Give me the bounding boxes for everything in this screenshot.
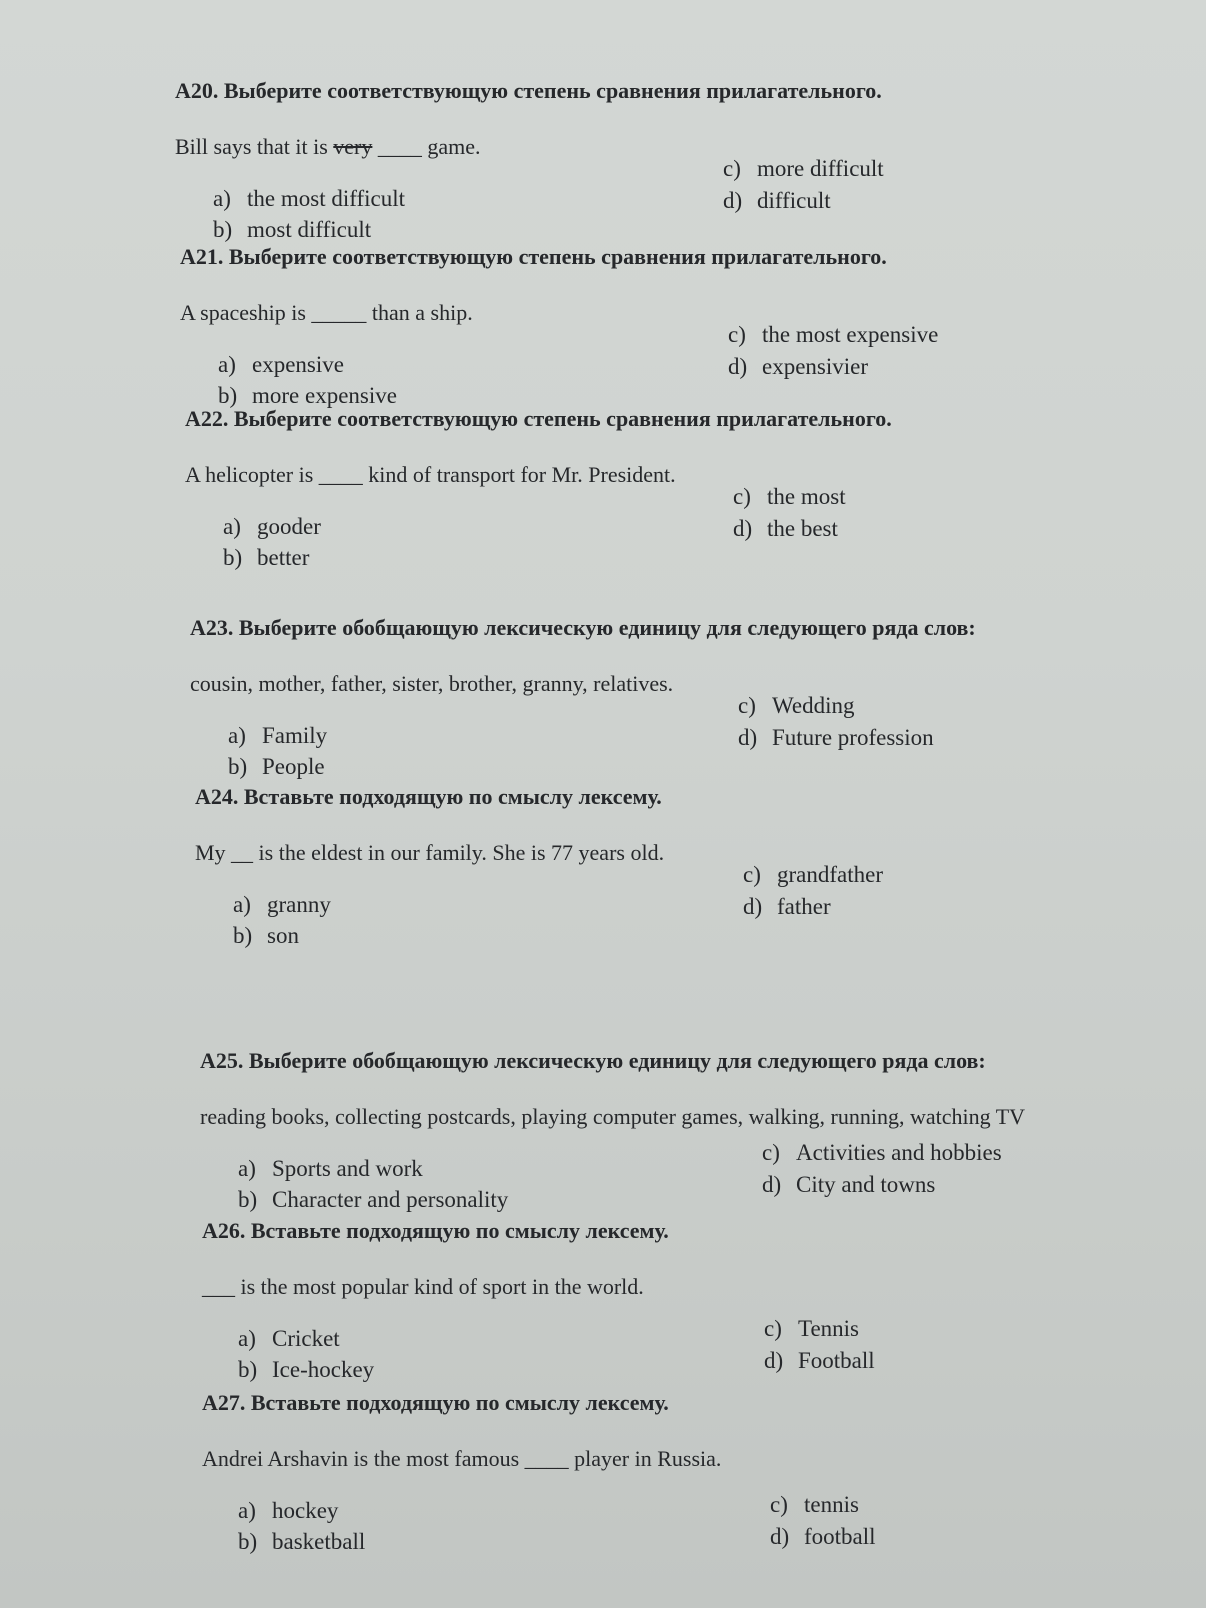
option-text: Wedding bbox=[772, 693, 855, 718]
option-text: football bbox=[804, 1524, 876, 1549]
option-text: Character and personality bbox=[272, 1187, 509, 1212]
option-text: People bbox=[262, 754, 325, 779]
option-letter: b) bbox=[223, 545, 243, 570]
option-text: more difficult bbox=[757, 156, 884, 181]
question-stem: My __ is the eldest in our family. She is 77 years old. bbox=[195, 840, 665, 865]
question-heading: A26. Вставьте подходящую по смыслу лексему. bbox=[202, 1218, 669, 1243]
question-stem: cousin, mother, father, sister, brother, granny, relatives. bbox=[190, 671, 674, 696]
option-d bbox=[728, 354, 868, 380]
option-text: Football bbox=[798, 1348, 875, 1373]
option-c bbox=[743, 862, 883, 888]
option-text: Cricket bbox=[272, 1326, 340, 1351]
option-text: Tennis bbox=[798, 1316, 859, 1341]
option-letter: c) bbox=[723, 156, 741, 181]
question-a20 bbox=[175, 78, 1175, 242]
option-text: Activities and hobbies bbox=[796, 1140, 1002, 1165]
option-text: Ice-hockey bbox=[272, 1357, 375, 1382]
option-d bbox=[770, 1524, 876, 1550]
option-text: son bbox=[267, 923, 299, 948]
answer-options bbox=[190, 693, 1190, 779]
option-c bbox=[738, 693, 854, 719]
option-letter: d) bbox=[733, 516, 753, 541]
option-a bbox=[218, 352, 344, 378]
option-text: the most expensive bbox=[762, 322, 939, 347]
question-stem: A spaceship is _____ than a ship. bbox=[180, 300, 473, 325]
question-heading: A25. Выберите обобщающую лексическую единицу для следующего ряда слов: bbox=[200, 1048, 986, 1073]
option-b bbox=[228, 754, 325, 780]
answer-options bbox=[202, 1312, 1202, 1382]
option-c bbox=[762, 1140, 1002, 1166]
question-a25 bbox=[200, 1048, 1200, 1212]
option-c bbox=[770, 1492, 859, 1518]
option-text: basketball bbox=[272, 1529, 366, 1554]
option-b bbox=[238, 1529, 365, 1555]
option-text: hockey bbox=[272, 1498, 339, 1523]
option-letter: d) bbox=[762, 1172, 782, 1197]
option-b bbox=[233, 923, 299, 949]
answer-options bbox=[200, 1140, 1200, 1212]
option-letter: d) bbox=[743, 894, 763, 919]
question-heading: A24. Вставьте подходящую по смыслу лексему. bbox=[195, 784, 662, 809]
option-text: grandfather bbox=[777, 862, 883, 887]
option-letter: d) bbox=[723, 188, 743, 213]
option-text: difficult bbox=[757, 188, 831, 213]
option-d bbox=[723, 188, 831, 214]
option-letter: a) bbox=[218, 352, 236, 377]
option-text: Future profession bbox=[772, 725, 934, 750]
option-text: better bbox=[257, 545, 310, 570]
option-text: expensive bbox=[252, 352, 344, 377]
option-a bbox=[238, 1156, 423, 1182]
option-letter: c) bbox=[770, 1492, 788, 1517]
option-letter: a) bbox=[228, 723, 246, 748]
option-d bbox=[738, 725, 934, 751]
option-text: City and towns bbox=[796, 1172, 936, 1197]
option-text: granny bbox=[267, 892, 331, 917]
option-letter: a) bbox=[233, 892, 251, 917]
option-letter: b) bbox=[233, 923, 253, 948]
question-heading: A27. Вставьте подходящую по смыслу лексему. bbox=[202, 1390, 669, 1415]
option-letter: a) bbox=[213, 186, 231, 211]
option-text: expensivier bbox=[762, 354, 869, 379]
answer-options bbox=[175, 156, 1175, 242]
option-text: tennis bbox=[804, 1492, 859, 1517]
option-letter: b) bbox=[213, 217, 233, 242]
answer-options bbox=[202, 1484, 1202, 1554]
option-letter: c) bbox=[733, 484, 751, 509]
question-a22 bbox=[185, 406, 1185, 570]
option-letter: d) bbox=[728, 354, 748, 379]
option-b bbox=[213, 217, 371, 243]
question-heading: A22. Выберите соответствующую степень сравнения прилагательного. bbox=[185, 406, 892, 431]
option-a bbox=[238, 1498, 338, 1524]
option-a bbox=[238, 1326, 340, 1352]
question-a24 bbox=[195, 784, 1195, 948]
stem-text: ____ game. bbox=[372, 134, 481, 159]
option-d bbox=[743, 894, 831, 920]
option-text: Sports and work bbox=[272, 1156, 423, 1181]
option-letter: b) bbox=[238, 1187, 258, 1212]
option-c bbox=[764, 1316, 859, 1342]
option-d bbox=[733, 516, 838, 542]
question-stem: Andrei Arshavin is the most famous ____ player in Russia. bbox=[202, 1446, 722, 1471]
option-text: the most bbox=[767, 484, 846, 509]
option-text: the most difficult bbox=[247, 186, 406, 211]
option-d bbox=[764, 1348, 875, 1374]
option-letter: b) bbox=[238, 1357, 258, 1382]
question-a23 bbox=[190, 615, 1190, 779]
stem-text: Bill says that it is bbox=[175, 134, 334, 159]
question-heading: A21. Выберите соответствующую степень сравнения прилагательного. bbox=[180, 244, 887, 269]
option-a bbox=[223, 514, 321, 540]
question-stem: reading books, collecting postcards, playing computer games, walking, running, watching TV bbox=[200, 1104, 1026, 1129]
question-stem bbox=[175, 134, 1175, 160]
option-text: the best bbox=[767, 516, 838, 541]
option-c bbox=[728, 322, 938, 348]
option-text: Family bbox=[262, 723, 328, 748]
struck-word: very bbox=[333, 134, 373, 159]
option-text: gooder bbox=[257, 514, 321, 539]
option-letter: c) bbox=[728, 322, 746, 347]
option-letter: d) bbox=[764, 1348, 784, 1373]
question-a26 bbox=[202, 1218, 1202, 1382]
question-a27 bbox=[202, 1390, 1202, 1554]
option-letter: a) bbox=[223, 514, 241, 539]
option-letter: a) bbox=[238, 1156, 256, 1181]
option-letter: d) bbox=[770, 1524, 790, 1549]
option-a bbox=[213, 186, 405, 212]
option-d bbox=[762, 1172, 935, 1198]
question-a21 bbox=[180, 244, 1180, 408]
option-a bbox=[233, 892, 331, 918]
option-b bbox=[238, 1357, 374, 1383]
option-c bbox=[733, 484, 846, 510]
option-letter: b) bbox=[228, 754, 248, 779]
option-letter: c) bbox=[762, 1140, 780, 1165]
option-letter: c) bbox=[743, 862, 761, 887]
option-letter: b) bbox=[218, 383, 238, 408]
option-text: father bbox=[777, 894, 831, 919]
option-letter: b) bbox=[238, 1529, 258, 1554]
option-letter: d) bbox=[738, 725, 758, 750]
option-b bbox=[223, 545, 309, 571]
option-letter: c) bbox=[738, 693, 756, 718]
question-heading: A23. Выберите обобщающую лексическую единицу для следующего ряда слов: bbox=[190, 615, 976, 640]
question-heading: A20. Выберите соответствующую степень сравнения прилагательного. bbox=[175, 78, 882, 103]
answer-options bbox=[195, 862, 1195, 948]
option-letter: a) bbox=[238, 1498, 256, 1523]
option-letter: c) bbox=[764, 1316, 782, 1341]
option-text: most difficult bbox=[247, 217, 372, 242]
option-letter: a) bbox=[238, 1326, 256, 1351]
question-stem: ___ is the most popular kind of sport in the world. bbox=[202, 1274, 644, 1299]
question-stem: A helicopter is ____ kind of transport for Mr. President. bbox=[185, 462, 676, 487]
option-a bbox=[228, 723, 327, 749]
option-b bbox=[238, 1187, 508, 1213]
answer-options bbox=[185, 484, 1185, 570]
answer-options bbox=[180, 322, 1180, 408]
option-c bbox=[723, 156, 884, 182]
option-text: more expensive bbox=[252, 383, 397, 408]
